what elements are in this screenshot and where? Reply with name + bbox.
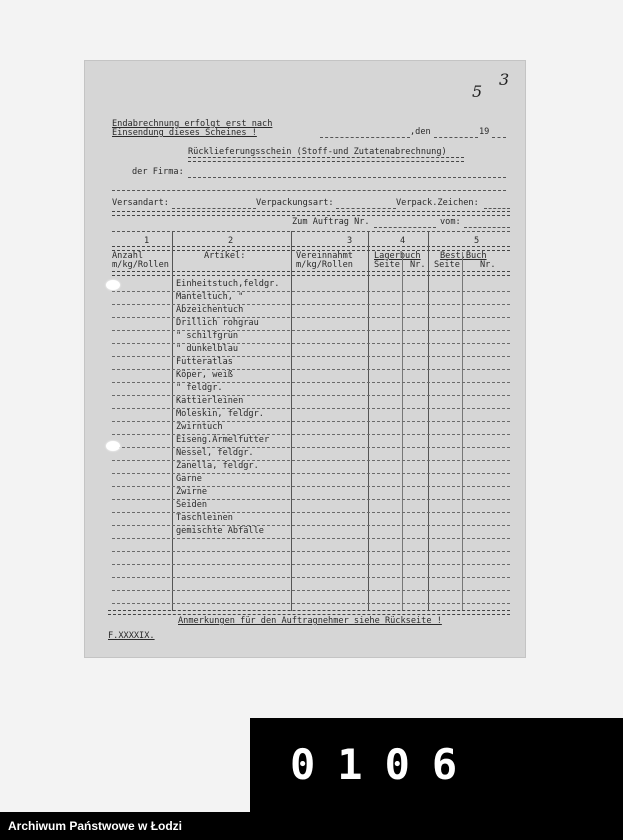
article-item: Futteratlas	[176, 357, 233, 367]
row-line	[112, 486, 510, 487]
article-item: Taschleinen	[176, 513, 233, 523]
row-line	[112, 304, 510, 305]
firm-line	[188, 177, 506, 178]
article-item: Seiden	[176, 500, 208, 510]
row-line	[112, 421, 510, 422]
header-lagerbuch: Lagerbuch	[374, 251, 421, 261]
year-label: 19	[479, 127, 490, 137]
table-bottom-line	[108, 610, 510, 615]
handwritten-mark: 3	[499, 70, 510, 89]
header-bestbuch-seite: Seite	[434, 260, 460, 270]
row-line	[112, 382, 510, 383]
col-number-4: 4	[400, 236, 406, 246]
document-sheet	[84, 60, 526, 658]
article-item: gemischte Abfälle	[176, 526, 264, 536]
article-item: Eiseng.Ärmelfutter	[176, 435, 270, 445]
col-number-1: 1	[144, 236, 150, 246]
date-label: ,den	[410, 127, 431, 137]
article-item: Drillich rohgrau	[176, 318, 259, 328]
article-item: " feldgr.	[176, 383, 223, 393]
row-line	[112, 577, 510, 578]
firm-label: der Firma:	[132, 167, 184, 177]
header-artikel: Artikel:	[204, 251, 246, 261]
header-lagerbuch-nr: Nr.	[410, 260, 426, 270]
row-line	[112, 356, 510, 357]
row-line	[112, 330, 510, 331]
punch-hole-bottom	[106, 441, 120, 451]
note-line-1: Endabrechnung erfolgt erst nach	[112, 119, 273, 129]
document-title: Rücklieferungsschein (Stoff-und Zutatenabrechnung)	[188, 147, 447, 157]
col-number-2: 2	[228, 236, 234, 246]
article-item: Garne	[176, 474, 202, 484]
footnote: Anmerkungen für den Auftragnehmer siehe Rückseite !	[178, 616, 442, 626]
row-line	[112, 499, 510, 500]
shipping-label: Versandart:	[112, 198, 169, 208]
header-lagerbuch-seite: Seite	[374, 260, 400, 270]
col-number-5: 5	[474, 236, 480, 246]
row-line	[112, 538, 510, 539]
header-bestbuch-nr: Nr.	[480, 260, 496, 270]
header-vereinnahmt-unit: m/kg/Rollen	[296, 260, 353, 270]
year-line	[492, 137, 506, 138]
packaging-line	[336, 208, 396, 209]
row-line	[112, 291, 510, 292]
row-line	[112, 551, 510, 552]
archive-footer	[0, 812, 623, 840]
header-anzahl: Anzahl	[112, 251, 144, 261]
header-anzahl-unit: m/kg/Rollen	[112, 260, 169, 270]
date-place-line	[320, 137, 410, 138]
article-item: Köper, weiß	[176, 370, 233, 380]
row-line	[112, 460, 510, 461]
article-item: Zanella, feldgr.	[176, 461, 259, 471]
row-line	[112, 447, 510, 448]
order-label: Zum Auftrag Nr.	[292, 217, 370, 227]
row-line	[112, 603, 510, 604]
form-code: F.XXXXIX.	[108, 631, 155, 641]
row-line	[112, 343, 510, 344]
row-line	[112, 434, 510, 435]
note-line-2: Einsendung dieses Scheines !	[112, 128, 257, 138]
row-line	[112, 473, 510, 474]
article-item: Einheitstuch,feldgr.	[176, 279, 280, 289]
header-bestbuch: Best.Buch	[440, 251, 487, 261]
row-line	[112, 564, 510, 565]
packaging-label: Verpackungsart:	[256, 198, 334, 208]
archive-name: Archiwum Państwowe w Łodzi	[8, 819, 183, 833]
article-item: " dunkelblau	[176, 344, 239, 354]
col-divider-4b	[462, 252, 463, 611]
from-label: vom:	[440, 217, 461, 227]
article-item: Zwirne	[176, 487, 208, 497]
date-line	[434, 137, 478, 138]
row-line	[112, 317, 510, 318]
shipping-line	[172, 208, 256, 209]
row-line	[112, 408, 510, 409]
from-line	[464, 227, 510, 228]
punch-hole-top	[106, 280, 120, 290]
article-item: Abzeichentuch	[176, 305, 244, 315]
col-divider-3b	[402, 252, 403, 611]
title-underline	[188, 157, 464, 162]
order-line	[374, 227, 436, 228]
film-number-bar	[250, 718, 623, 812]
row-line	[112, 395, 510, 396]
film-frame-number: 0106	[290, 740, 480, 789]
scan-margin	[0, 718, 250, 812]
row-line	[112, 525, 510, 526]
firm-line-2	[112, 190, 506, 191]
article-item: Zwirntuch	[176, 422, 223, 432]
pack-marks-line	[484, 208, 510, 209]
col-number-3: 3	[347, 236, 353, 246]
row-line	[112, 512, 510, 513]
article-item: Kattierleinen	[176, 396, 244, 406]
article-item: Manteltuch, "	[176, 292, 244, 302]
pack-marks-label: Verpack.Zeichen:	[396, 198, 479, 208]
article-item: Nessel, feldgr.	[176, 448, 254, 458]
shipping-separator	[112, 211, 510, 216]
article-item: " schilfgrün	[176, 331, 239, 341]
row-line	[112, 369, 510, 370]
handwritten-page-number: 5	[472, 82, 483, 101]
header-vereinnahmt: Vereinnahmt	[296, 251, 353, 261]
article-item: Moleskin, feldgr.	[176, 409, 264, 419]
row-line	[112, 590, 510, 591]
